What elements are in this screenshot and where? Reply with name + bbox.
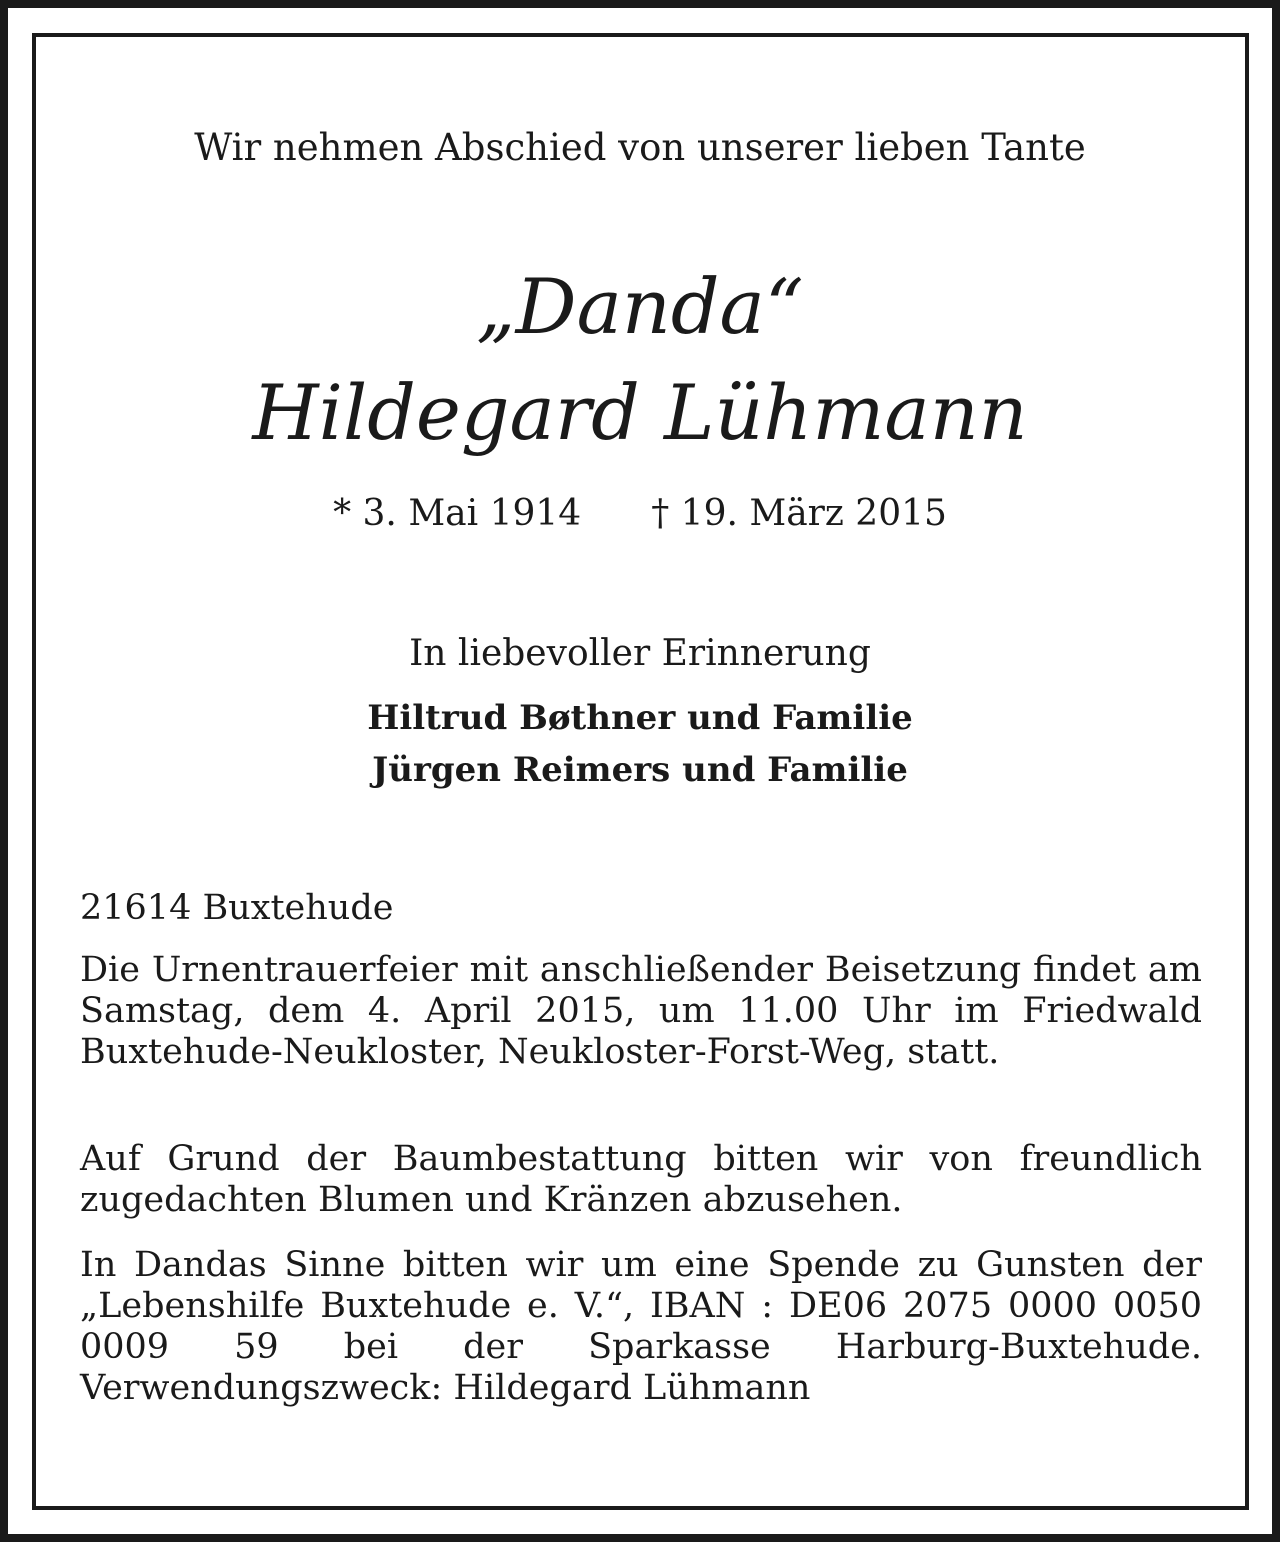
donation-paragraph: In Dandas Sinne bitten wir um eine Spende zu Gunsten der „Lebenshilfe Buxtehude e. V.“, IBAN : DE06 2075 0000 0050 0009 59 bei der Sparkasse Harburg-Buxtehude. Verwendungszweck: Hildegard Lühmann: [80, 1245, 1202, 1408]
birth-date: * 3. Mai 1914: [333, 493, 582, 534]
life-dates: [0, 490, 1280, 538]
mourner-1: Hiltrud Bøthner und Familie: [367, 698, 913, 738]
location: 21614 Buxtehude: [80, 888, 394, 928]
ceremony-paragraph: Die Urnentrauerfeier mit anschließender Beisetzung findet am Samstag, dem 4. April 2015, um 11.00 Uhr im Friedwald Buxtehude-Neukloster, Neukloster-Forst-Weg, statt.: [80, 950, 1202, 1072]
intro-line: Wir nehmen Abschied von unserer lieben Tante: [194, 126, 1086, 169]
nickname: „Danda“: [476, 262, 804, 351]
deceased-name: Hildegard Lühmann: [252, 368, 1028, 457]
flowers-paragraph: Auf Grund der Baumbestattung bitten wir von freundlich zugedachten Blumen und Kränzen abzusehen.: [80, 1139, 1202, 1220]
death-date: † 19. März 2015: [651, 493, 947, 534]
mourner-2: Jürgen Reimers und Familie: [372, 750, 908, 790]
memory-line: In liebevoller Erinnerung: [409, 633, 871, 674]
